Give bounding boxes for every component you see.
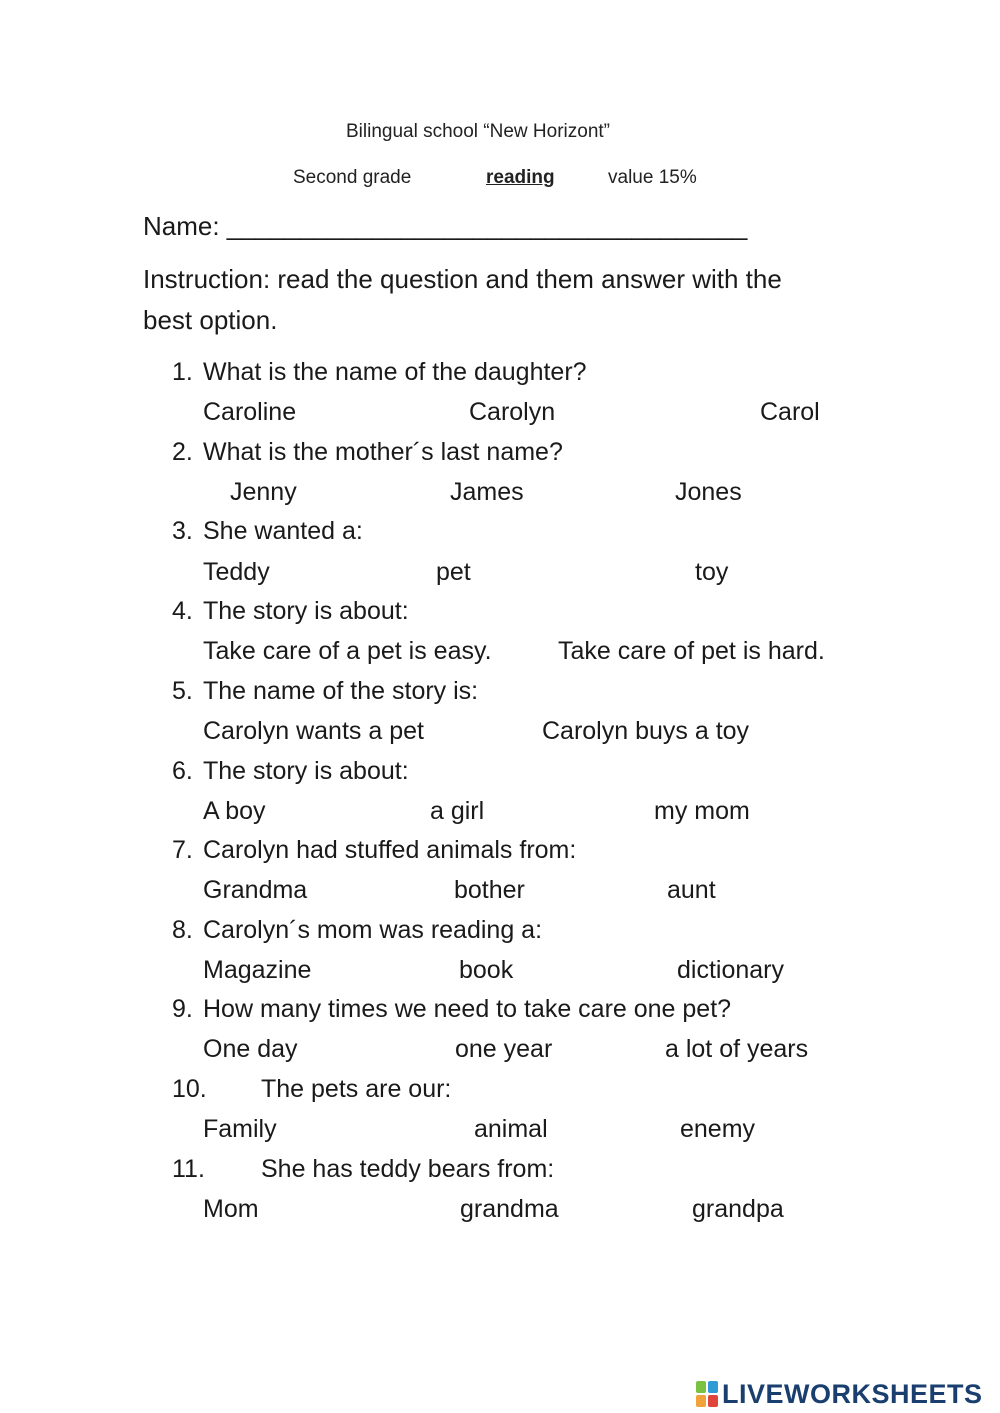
question-text: The pets are our: xyxy=(261,1075,452,1103)
answer-option[interactable]: Grandma xyxy=(203,876,308,904)
answer-option[interactable]: Carolyn buys a toy xyxy=(542,717,750,745)
logo-square-blue xyxy=(708,1381,718,1393)
answer-option[interactable]: Mom xyxy=(203,1195,259,1223)
question-number: 1. xyxy=(172,358,193,386)
answer-option[interactable]: pet xyxy=(436,558,471,586)
logo-text: LIVEWORKSHEETS xyxy=(722,1378,983,1409)
question-number: 10. xyxy=(172,1075,207,1103)
answer-option[interactable]: Jones xyxy=(675,478,742,506)
answer-option[interactable]: James xyxy=(450,478,524,506)
answer-option[interactable]: grandma xyxy=(460,1195,559,1223)
question-number: 5. xyxy=(172,677,193,705)
value-label: value 15% xyxy=(608,167,697,188)
answer-option[interactable]: Carolyn xyxy=(469,398,556,426)
question-number: 2. xyxy=(172,438,193,466)
question-number: 8. xyxy=(172,916,193,944)
answer-option[interactable]: toy xyxy=(695,558,729,586)
answer-option[interactable]: bother xyxy=(454,876,525,904)
question-text: The name of the story is: xyxy=(203,677,479,705)
question-number: 9. xyxy=(172,995,193,1023)
liveworksheets-logo-icon xyxy=(696,1381,718,1407)
answer-option[interactable]: Take care of pet is hard. xyxy=(558,637,825,665)
question-number: 4. xyxy=(172,597,193,625)
instruction-line-2: best option. xyxy=(143,305,278,335)
instruction-line-1: Instruction: read the question and them answer with the xyxy=(143,264,782,294)
answer-option[interactable]: dictionary xyxy=(677,956,784,984)
answer-option[interactable]: Jenny xyxy=(230,478,297,506)
question-text: What is the name of the daughter? xyxy=(203,358,587,386)
question-number: 7. xyxy=(172,836,193,864)
subject-label: reading xyxy=(486,167,555,188)
question-text: The story is about: xyxy=(203,757,409,785)
logo-square-orange xyxy=(696,1395,706,1407)
answer-option[interactable]: my mom xyxy=(654,797,750,825)
answer-option[interactable]: grandpa xyxy=(692,1195,784,1223)
question-number: 11. xyxy=(172,1155,205,1183)
answer-option[interactable]: Caroline xyxy=(203,398,297,426)
logo-square-green xyxy=(696,1381,706,1393)
answer-option[interactable]: A boy xyxy=(203,797,266,825)
answer-option[interactable]: Take care of a pet is easy. xyxy=(203,637,492,665)
answer-option[interactable]: a lot of years xyxy=(665,1035,809,1063)
answer-option[interactable]: animal xyxy=(474,1115,548,1143)
question-text: She has teddy bears from: xyxy=(261,1155,555,1183)
question-text: How many times we need to take care one pet? xyxy=(203,995,732,1023)
answer-option[interactable]: One day xyxy=(203,1035,298,1063)
logo-square-red xyxy=(708,1395,718,1407)
answer-option[interactable]: a girl xyxy=(430,797,485,825)
school-name: Bilingual school “New Horizont” xyxy=(346,121,610,142)
answer-option[interactable]: Carol xyxy=(760,398,820,426)
grade-label: Second grade xyxy=(293,167,412,188)
question-text: What is the mother´s last name? xyxy=(203,438,563,466)
answer-option[interactable]: enemy xyxy=(680,1115,756,1143)
question-text: She wanted a: xyxy=(203,517,363,545)
answer-option[interactable]: Teddy xyxy=(203,558,270,586)
answer-option[interactable]: Carolyn wants a pet xyxy=(203,717,424,745)
answer-option[interactable]: one year xyxy=(455,1035,553,1063)
question-number: 3. xyxy=(172,517,193,545)
answer-option[interactable]: Family xyxy=(203,1115,277,1143)
answer-option[interactable]: book xyxy=(459,956,514,984)
question-text: Carolyn had stuffed animals from: xyxy=(203,836,577,864)
liveworksheets-logo xyxy=(696,1378,983,1410)
answer-option[interactable]: aunt xyxy=(667,876,716,904)
question-text: Carolyn´s mom was reading a: xyxy=(203,916,543,944)
question-text: The story is about: xyxy=(203,597,409,625)
question-number: 6. xyxy=(172,757,193,785)
answer-option[interactable]: Magazine xyxy=(203,956,312,984)
name-field-line[interactable]: Name: ____________________________________ xyxy=(143,211,748,241)
